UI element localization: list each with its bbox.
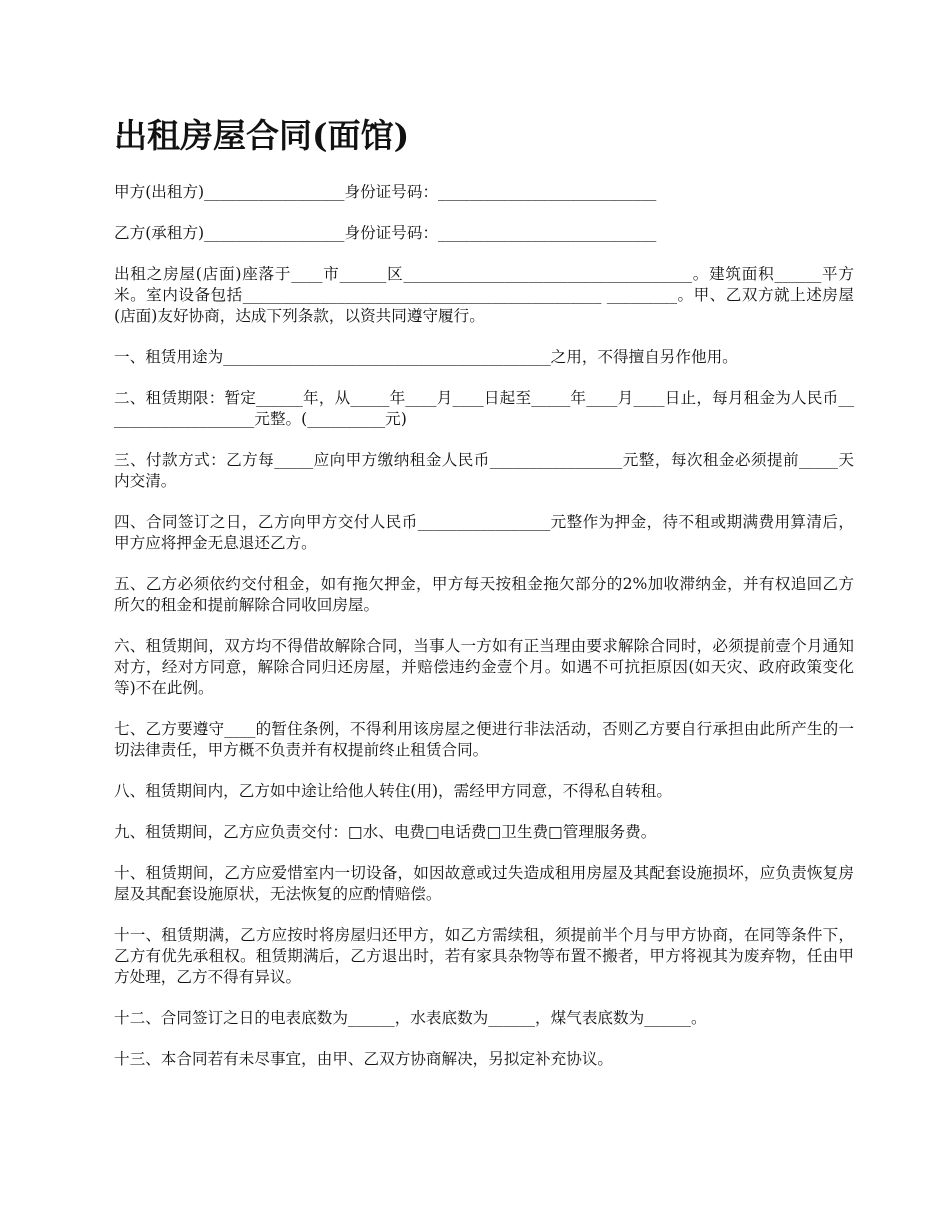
clause-2-term: 二、租赁期限：暂定______年，从_____年____月____日起至_____年____月____日止，每月租金为人民币____________________元整。(__________元) [114,389,854,428]
clause-9-fees: 九、租赁期间，乙方应负责交付：□水、电费□电话费□卫生费□管理服务费。 [114,823,657,841]
clause-property: 出租之房屋(店面)座落于____市______区_____________________________________。建筑面积______平方米。室内设备包括______________________________________________ _________。甲、乙双方就上述房屋(店面)友好协商，达成下列条款，以资共同遵守履行。 [114,265,854,325]
clause-12-meters: 十二、合同签订之日的电表底数为______，水表底数为______，煤气表底数为______。 [114,1009,707,1027]
clause-10-maintenance: 十、租赁期间，乙方应爱惜室内一切设备，如因故意或过失造成租用房屋及其配套设施损坏，应负责恢复房屋及其配套设施原状，无法恢复的应酌情赔偿。 [114,864,854,903]
clause-3-payment: 三、付款方式：乙方每_____应向甲方缴纳租金人民币_________________元整，每次租金必须提前_____天内交清。 [114,451,854,490]
document-page [114,110,854,1090]
clause-11-expiry: 十一、租赁期满，乙方应按时将房屋归还甲方，如乙方需续租，须提前半个月与甲方协商，在同等条件下，乙方有优先承租权。租赁期满后，乙方退出时，若有家具杂物等布置不搬者，甲方将视其为废弃物，任由甲方处理，乙方不得有异议。 [114,926,854,986]
clause-13-supplement: 十三、本合同若有未尽事宜，由甲、乙双方协商解决，另拟定补充协议。 [114,1050,614,1068]
clause-4-deposit: 四、合同签订之日，乙方向甲方交付人民币_________________元整作为押金，待不租或期满费用算清后，甲方应将押金无息退还乙方。 [114,513,854,552]
clause-6-termination: 六、租赁期间，双方均不得借故解除合同，当事人一方如有正当理由要求解除合同时，必须提前壹个月通知对方，经对方同意，解除合同归还房屋，并赔偿违约金壹个月。如遇不可抗拒原因(如天灾、政府政策变化等)不在此例。 [114,637,854,697]
clause-party-b: 乙方(承租方)__________________身份证号码：____________________________ [114,224,657,242]
clause-5-late-fee: 五、乙方必须依约交付租金，如有拖欠押金，甲方每天按租金拖欠部分的2%加收滞纳金，并有权追回乙方所欠的租金和提前解除合同收回房屋。 [114,575,854,614]
clause-1-usage: 一、租赁用途为__________________________________________之用，不得擅自另作他用。 [114,348,738,366]
clause-party-a: 甲方(出租方)__________________身份证号码：____________________________ [114,183,657,201]
clause-7-regulations: 七、乙方要遵守____的暂住条例，不得利用该房屋之便进行非法活动，否则乙方要自行承担由此所产生的一切法律责任，甲方概不负责并有权提前终止租赁合同。 [114,720,854,759]
document-title: 出租房屋合同(面馆) [114,116,410,155]
clause-8-sublease: 八、租赁期间内，乙方如中途让给他人转住(用)，需经甲方同意，不得私自转租。 [114,782,672,800]
